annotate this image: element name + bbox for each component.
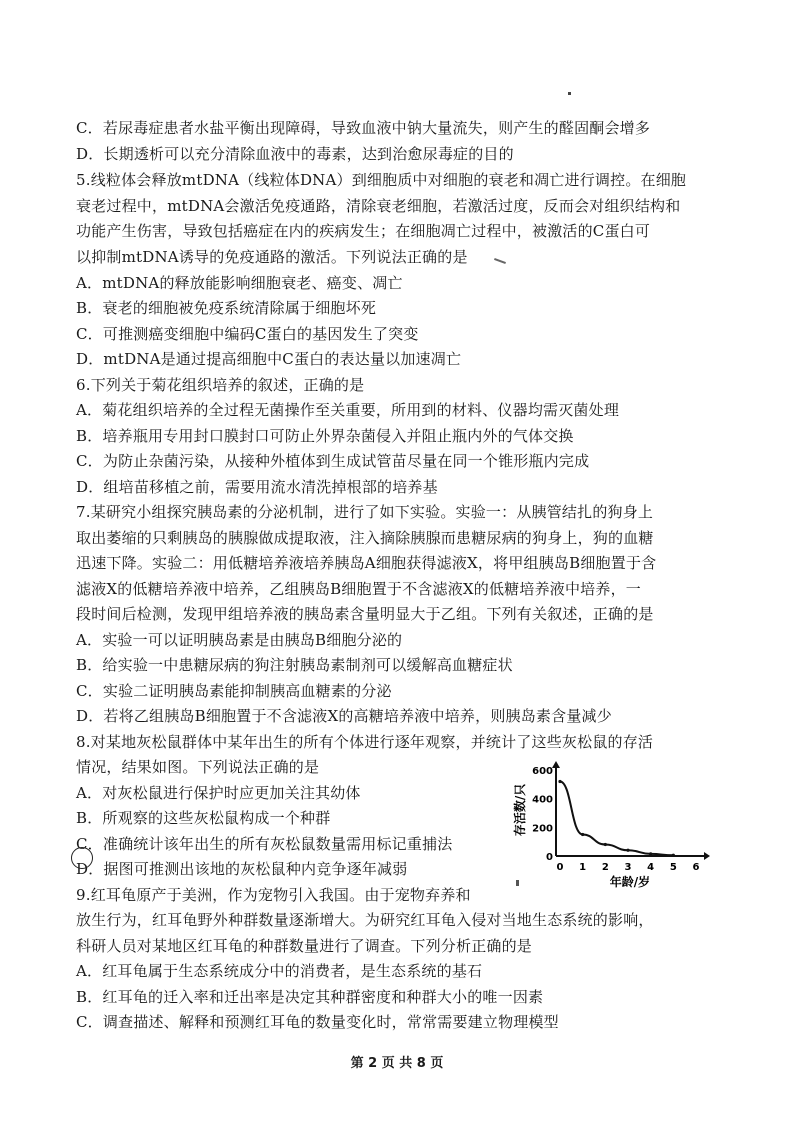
- x-tick-label: 1: [579, 862, 587, 873]
- data-point: [581, 833, 584, 836]
- y-tick-label: 0: [546, 852, 553, 863]
- option-line: D．据图可推测出该地的灰松鼠种内竞争逐年减弱: [76, 860, 408, 878]
- option-line: C．若尿毒症患者水盐平衡出现障碍，导致血液中钠大量流失，则产生的醛固酮会增多: [76, 119, 651, 137]
- question-stem: 功能产生伤害，导致包括癌症在内的疾病发生；在细胞凋亡过程中，被激活的C蛋白可: [76, 222, 651, 240]
- y-tick-label: 600: [532, 766, 553, 777]
- survival-curve: [560, 781, 673, 855]
- option-line: D．组培苗移植之前，需要用流水清洗掉根部的培养基: [76, 478, 438, 496]
- y-tick-label: 400: [532, 794, 553, 806]
- x-axis-arrow: [704, 852, 710, 860]
- option-line: D．长期透析可以充分清除血液中的毒素，达到治愈尿毒症的目的: [76, 145, 514, 163]
- question-stem: 衰老过程中，mtDNA会激活免疫通路，清除衰老细胞，若激活过度，反而会对组织结构和: [76, 197, 681, 215]
- option-line: A．红耳龟属于生态系统成分中的消费者，是生态系统的基石: [76, 962, 483, 980]
- question-stem: 情况，结果如图。下列说法正确的是: [76, 758, 320, 776]
- option-line: C．调查描述、解释和预测红耳龟的数量变化时，常常需要建立物理模型: [76, 1013, 559, 1031]
- option-line: B．给实验一中患糖尿病的狗注射胰岛素制剂可以缓解高血糖症状: [76, 656, 513, 674]
- option-line: A．实验一可以证明胰岛素是由胰岛B细胞分泌的: [76, 631, 403, 649]
- data-point: [672, 854, 675, 857]
- data-point: [649, 852, 652, 855]
- x-tick-label: 5: [669, 862, 677, 873]
- survival-chart: [510, 760, 710, 895]
- option-line: A．对灰松鼠进行保护时应更加关注其幼体: [76, 784, 361, 802]
- y-axis-label: 存活数/只: [513, 783, 527, 837]
- question-stem: 5.线粒体会释放mtDNA（线粒体DNA）到细胞质中对细胞的衰老和凋亡进行调控。在细胞: [76, 171, 687, 189]
- x-tick-label: 4: [647, 862, 655, 873]
- x-tick-label: 3: [624, 862, 632, 873]
- y-tick-label: 200: [532, 823, 553, 835]
- data-point: [604, 843, 607, 846]
- option-line: A．菊花组织培养的全过程无菌操作至关重要，所用到的材料、仪器均需灭菌处理: [76, 401, 620, 419]
- series-layer: [558, 780, 675, 857]
- option-line: D．若将乙组胰岛B细胞置于不含滤液X的高糖培养液中培养，则胰岛素含量减少: [76, 707, 612, 725]
- question-stem: 段时间后检测，发现甲组培养液的胰岛素含量明显大于乙组。下列有关叙述，正确的是: [76, 605, 654, 623]
- option-line: C．实验二证明胰岛素能抑制胰高血糖素的分泌: [76, 682, 392, 700]
- question-stem: 滤液X的低糖培养液中培养，乙组胰岛B细胞置于不含滤液X的低糖培养液中培养，一: [76, 580, 641, 598]
- y-tick-labels: [532, 766, 553, 863]
- data-point: [626, 849, 629, 852]
- scan-speck: [568, 92, 571, 95]
- option-line: B．所观察的这些灰松鼠构成一个种群: [76, 809, 331, 827]
- option-line: C．可推测癌变细胞中编码C蛋白的基因发生了突变: [76, 325, 419, 343]
- option-line: A．mtDNA的释放能影响细胞衰老、癌变、凋亡: [76, 274, 403, 292]
- question-stem: 迅速下降。实验二：用低糖培养液培养胰岛A细胞获得滤液X，将甲组胰岛B细胞置于含: [76, 554, 657, 572]
- option-line: B．衰老的细胞被免疫系统清除属于细胞坏死: [76, 299, 377, 317]
- option-line: B．培养瓶用专用封口膜封口可防止外界杂菌侵入并阻止瓶内外的气体交换: [76, 427, 574, 445]
- question-stem: 8.对某地灰松鼠群体中某年出生的所有个体进行逐年观察，并统计了这些灰松鼠的存活: [76, 733, 654, 751]
- x-axis-label: 年龄/岁: [609, 875, 651, 889]
- data-point: [558, 780, 561, 783]
- question-stem: 科研人员对某地区红耳龟的种群数量进行了调查。下列分析正确的是: [76, 937, 533, 955]
- x-tick-label: 0: [556, 862, 564, 873]
- question-stem: 取出萎缩的只剩胰岛的胰腺做成提取液，注入摘除胰腺而患糖尿病的狗身上，狗的血糖: [76, 529, 654, 547]
- option-line: C．准确统计该年出生的所有灰松鼠数量需用标记重捕法: [76, 835, 453, 853]
- question-stem: 放生行为，红耳龟野外种群数量逐渐增大。为研究红耳龟入侵对当地生态系统的影响，: [76, 911, 654, 929]
- x-tick-labels: [557, 862, 700, 873]
- y-axis-arrow: [552, 761, 560, 768]
- option-line: B．红耳龟的迁入率和迁出率是决定其种群密度和种群大小的唯一因素: [76, 988, 544, 1006]
- page-footer: 第 2 页 共 8 页: [350, 1056, 444, 1071]
- question-stem: 7.某研究小组探究胰岛素的分泌机制，进行了如下实验。实验一：从胰管结扎的狗身上: [76, 503, 654, 521]
- question-stem: 9.红耳龟原产于美洲，作为宠物引入我国。由于宠物弃养和: [76, 886, 471, 904]
- answer-circle-mark: [71, 847, 93, 869]
- option-line: C．为防止杂菌污染，从接种外植体到生成试管苗尽量在同一个锥形瓶内完成: [76, 452, 590, 470]
- x-tick-label: 6: [692, 862, 700, 873]
- question-stem: 以抑制mtDNA诱导的免疫通路的激活。下列说法正确的是: [76, 248, 468, 266]
- x-tick-label: 2: [601, 862, 609, 873]
- option-line: D．mtDNA是通过提高细胞中C蛋白的表达量以加速凋亡: [76, 350, 462, 368]
- question-stem: 6.下列关于菊花组织培养的叙述，正确的是: [76, 376, 365, 394]
- pencil-mark: [494, 258, 506, 264]
